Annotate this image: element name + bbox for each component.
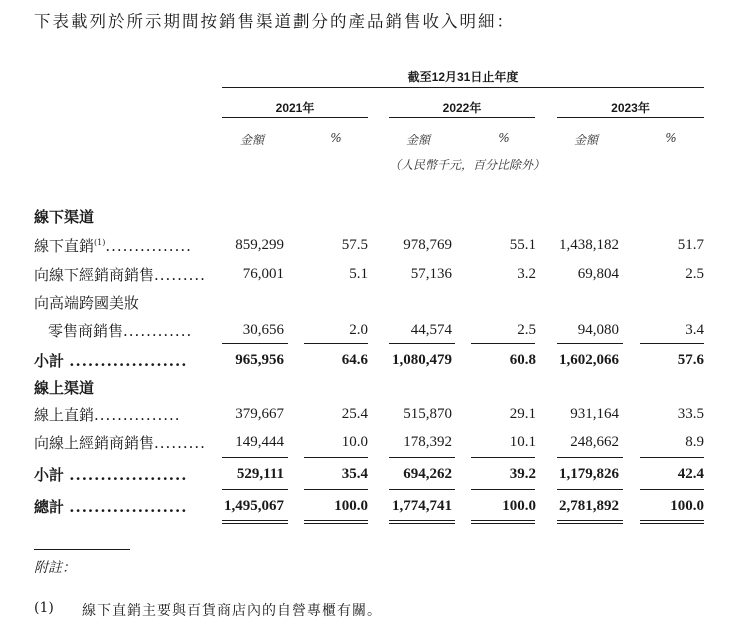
period-header: 截至12月31日止年度: [407, 70, 519, 84]
cell-pct-2023: 51.7: [677, 237, 704, 253]
total-double-rule: [304, 520, 368, 521]
total-amount-2021: 1,495,067: [224, 498, 284, 514]
total-double-rule: [222, 523, 288, 524]
subtotal-rule: [471, 343, 535, 344]
cell-amount-2023: 94,080: [577, 322, 619, 338]
total-label: 總計 ...................: [34, 498, 188, 516]
cell-amount-2022: 44,574: [410, 322, 452, 338]
subtotal-label: 小計 ...................: [34, 466, 188, 484]
total-double-rule: [557, 520, 623, 521]
cell-amount-2022: 978,769: [403, 237, 452, 253]
subtotal-amount-2022: 694,262: [403, 466, 452, 482]
cell-pct-2022: 3.2: [517, 266, 536, 282]
subtotal-rule: [557, 457, 623, 458]
pct-label-2023: %: [665, 131, 677, 145]
cell-pct-2022: 29.1: [509, 406, 536, 422]
row-label: 線下直銷$^{(1)}$...............: [34, 237, 192, 255]
pct-label-2022: %: [498, 131, 510, 145]
total-rule: [640, 489, 704, 490]
cell-amount-2022: 57,136: [410, 266, 452, 282]
subtotal-label: 小計 ...................: [34, 352, 188, 370]
row-label: 向線上經銷商銷售.........: [34, 434, 206, 452]
notes-separator: [34, 549, 130, 550]
total-double-rule: [471, 523, 535, 524]
row-label: 線上直銷...............: [34, 406, 181, 424]
pct-label-2021: %: [330, 131, 342, 145]
subtotal-pct-2023: 42.4: [677, 466, 704, 482]
total-rule: [304, 489, 368, 490]
online-section-title: 線上渠道: [34, 379, 95, 397]
note-number: (1): [34, 600, 54, 616]
subtotal-amount-2023: 1,602,066: [559, 352, 619, 368]
subtotal-pct-2021: 35.4: [341, 466, 368, 482]
cell-pct-2023: 33.5: [677, 406, 704, 422]
cell-pct-2021: 25.4: [341, 406, 368, 422]
subtotal-rule: [304, 343, 368, 344]
total-double-rule: [471, 520, 535, 521]
row-label-continued: 零售商銷售............: [48, 322, 193, 340]
total-amount-2022: 1,774,741: [392, 498, 452, 514]
cell-amount-2023: 1,438,182: [559, 237, 619, 253]
total-rule: [222, 489, 288, 490]
total-double-rule: [640, 523, 704, 524]
cell-amount-2023: 931,164: [570, 406, 619, 422]
intro-text: 下表載列於所示期間按銷售渠道劃分的產品銷售收入明細：: [34, 12, 515, 31]
subtotal-amount-2021: 529,111: [236, 466, 284, 482]
year-2022-header: 2022年: [442, 101, 482, 115]
year-2022-rule: [389, 117, 535, 118]
cell-amount-2021: 30,656: [242, 322, 284, 338]
year-2023-rule: [557, 117, 704, 118]
cell-amount-2021: 859,299: [235, 237, 284, 253]
amount-label-2023: 金額: [573, 133, 598, 147]
offline-section-title: 線下渠道: [34, 208, 95, 226]
subtotal-amount-2022: 1,080,479: [392, 352, 452, 368]
year-2023-header: 2023年: [611, 101, 650, 115]
total-rule: [389, 489, 455, 490]
subtotal-rule: [471, 457, 535, 458]
total-rule: [557, 489, 623, 490]
cell-pct-2023: 3.4: [685, 322, 704, 338]
cell-amount-2022: 178,392: [403, 434, 452, 450]
subtotal-rule: [557, 343, 623, 344]
cell-pct-2023: 2.5: [685, 266, 704, 282]
cell-amount-2021: 379,667: [235, 406, 284, 422]
cell-pct-2021: 10.0: [341, 434, 368, 450]
note-text: 線下直銷主要與百貨商店內的自營專櫃有關。: [82, 603, 382, 619]
row-label: 向高端跨國美妝: [34, 294, 140, 312]
subtotal-rule: [640, 343, 704, 344]
total-double-rule: [304, 523, 368, 524]
total-double-rule: [222, 520, 288, 521]
subtotal-rule: [640, 457, 704, 458]
subtotal-pct-2023: 57.6: [677, 352, 704, 368]
notes-heading: 附註：: [34, 560, 76, 576]
cell-amount-2021: 76,001: [242, 266, 284, 282]
total-double-rule: [389, 523, 455, 524]
subtotal-amount-2023: 1,179,826: [559, 466, 619, 482]
total-double-rule: [557, 523, 623, 524]
cell-amount-2022: 515,870: [403, 406, 452, 422]
total-amount-2023: 2,781,892: [559, 498, 619, 514]
total-pct-2021: 100.0: [334, 498, 368, 514]
total-rule: [471, 489, 535, 490]
amount-label-2022: 金額: [405, 133, 430, 147]
cell-pct-2021: 5.1: [349, 266, 368, 282]
cell-pct-2023: 8.9: [685, 434, 704, 450]
subtotal-pct-2022: 60.8: [509, 352, 536, 368]
total-double-rule: [640, 520, 704, 521]
subtotal-rule: [389, 343, 455, 344]
cell-pct-2022: 55.1: [509, 237, 536, 253]
unit-note: （人民幣千元，百分比除外）: [389, 158, 546, 172]
subtotal-rule: [304, 457, 368, 458]
cell-amount-2023: 69,804: [577, 266, 619, 282]
header-rule: [222, 87, 704, 88]
cell-pct-2022: 2.5: [517, 322, 536, 338]
total-double-rule: [389, 520, 455, 521]
subtotal-pct-2021: 64.6: [341, 352, 368, 368]
cell-pct-2022: 10.1: [509, 434, 536, 450]
year-2021-header: 2021年: [275, 101, 315, 115]
subtotal-amount-2021: 965,956: [235, 352, 284, 368]
subtotal-pct-2022: 39.2: [509, 466, 536, 482]
cell-amount-2021: 149,444: [235, 434, 284, 450]
subtotal-rule: [222, 457, 288, 458]
cell-pct-2021: 2.0: [349, 322, 368, 338]
row-label: 向線下經銷商銷售.........: [34, 266, 206, 284]
subtotal-rule: [389, 457, 455, 458]
cell-amount-2023: 248,662: [570, 434, 619, 450]
total-pct-2023: 100.0: [670, 498, 704, 514]
year-2021-rule: [222, 117, 368, 118]
amount-label-2021: 金額: [239, 133, 264, 147]
subtotal-rule: [222, 343, 288, 344]
cell-pct-2021: 57.5: [341, 237, 368, 253]
total-pct-2022: 100.0: [502, 498, 536, 514]
